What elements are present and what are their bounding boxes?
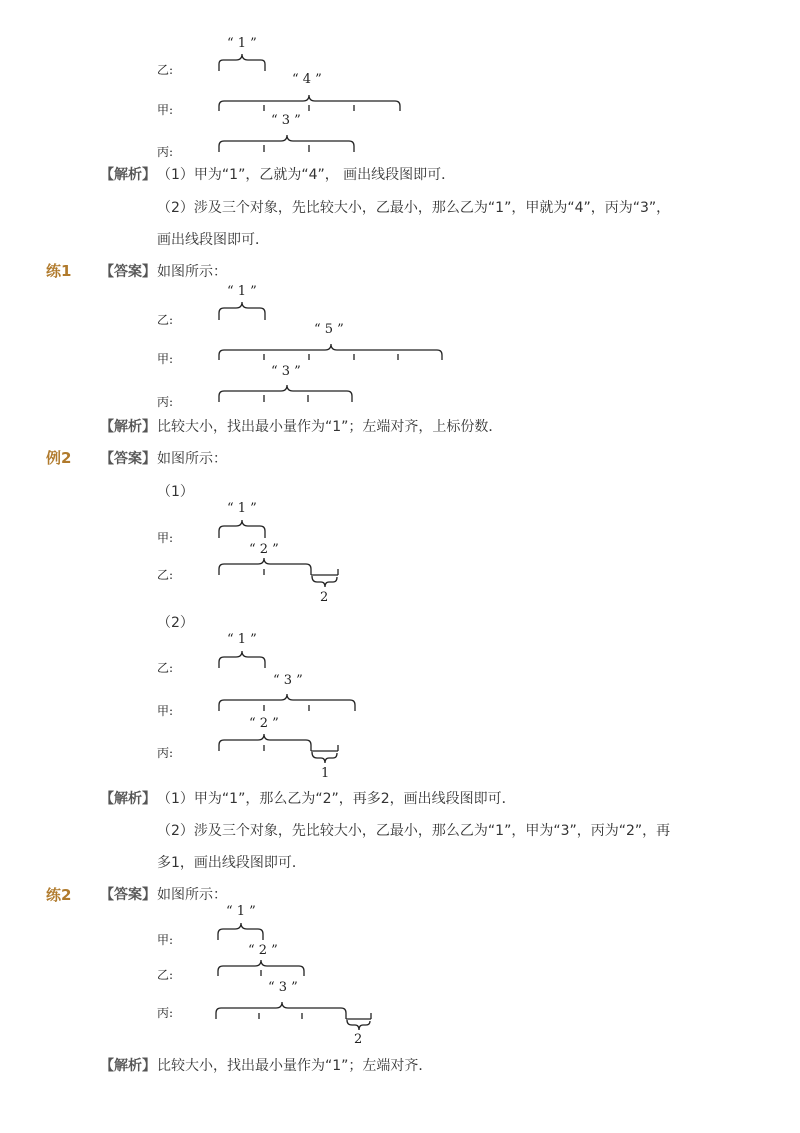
- analysis-line: （1）甲为“1”，乙就为“4”， 画出线段图即可．: [157, 167, 456, 183]
- brace-label-jia: “ 1 ”: [227, 501, 257, 516]
- side-label-lian1: 练1: [46, 262, 72, 280]
- row-label-bing: 丙:: [157, 746, 174, 760]
- segment-jia: [218, 923, 263, 940]
- answer-text: 如图所示：: [157, 451, 227, 467]
- brace-label-bing: “ 3 ”: [271, 113, 301, 128]
- brace-label-yi: “ 2 ”: [248, 943, 278, 958]
- analysis-line: （2）涉及三个对象，先比较大小，乙最小，那么乙为“1”，甲就为“4”，丙为“3”，: [157, 200, 671, 216]
- row-label-yi: 乙:: [157, 661, 174, 675]
- brace-label-yi: “ 1 ”: [227, 284, 257, 299]
- analysis-line: 多1，画出线段图即可．: [157, 855, 306, 871]
- brace-label-yi: “ 1 ”: [227, 632, 257, 647]
- analysis-line: （2）涉及三个对象，先比较大小，乙最小，那么乙为“1”，甲为“3”，丙为“2”，再: [157, 823, 671, 839]
- side-label-lian2: 练2: [46, 886, 72, 904]
- analysis-tag: 【解析】: [100, 419, 156, 435]
- extra-label: 2: [320, 590, 329, 605]
- analysis-tag: 【解析】: [100, 167, 156, 183]
- analysis-line: （1）甲为“1”，那么乙为“2”，再多2，画出线段图即可．: [157, 791, 516, 807]
- row-label-jia: 甲:: [157, 103, 174, 117]
- extra-label: 2: [354, 1032, 363, 1047]
- row-label-yi: 乙:: [157, 313, 174, 327]
- answer-tag: 【答案】: [100, 264, 156, 280]
- answer-text: 如图所示：: [157, 887, 227, 903]
- brace-label-yi: “ 1 ”: [227, 36, 257, 51]
- row-label-jia: 甲:: [157, 352, 174, 366]
- answer-text: 如图所示：: [157, 264, 227, 280]
- analysis-text: 比较大小，找出最小量作为“1”；左端对齐．: [157, 1058, 433, 1074]
- row-label-bing: 丙:: [157, 1006, 174, 1020]
- brace-label-jia: “ 5 ”: [314, 322, 344, 337]
- extra-label: 1: [321, 766, 330, 781]
- row-label-yi: 乙:: [157, 568, 174, 582]
- brace-label-jia: “ 3 ”: [273, 673, 303, 688]
- row-label-yi: 乙:: [157, 63, 174, 77]
- brace-label-jia: “ 1 ”: [226, 904, 256, 919]
- brace-label-bing: “ 3 ”: [271, 364, 301, 379]
- row-label-jia: 甲:: [157, 933, 174, 947]
- analysis-text: 比较大小，找出最小量作为“1”；左端对齐，上标份数．: [157, 419, 503, 435]
- side-label-li2: 例2: [46, 449, 72, 467]
- brace-label-yi: “ 2 ”: [249, 542, 279, 557]
- segment-bing: [216, 1002, 346, 1019]
- part-title: （2）: [157, 615, 194, 631]
- row-label-yi: 乙:: [157, 968, 174, 982]
- brace-label-jia: “ 4 ”: [292, 72, 322, 87]
- part-title: （1）: [157, 484, 194, 500]
- row-label-jia: 甲:: [157, 531, 174, 545]
- analysis-tag: 【解析】: [100, 1058, 156, 1074]
- row-label-bing: 丙:: [157, 395, 174, 409]
- answer-tag: 【答案】: [100, 451, 156, 467]
- answer-tag: 【答案】: [100, 887, 156, 903]
- row-label-bing: 丙:: [157, 145, 174, 159]
- brace-label-bing: “ 2 ”: [249, 716, 279, 731]
- row-label-jia: 甲:: [157, 704, 174, 718]
- analysis-line: 画出线段图即可．: [157, 232, 269, 248]
- analysis-tag: 【解析】: [100, 791, 156, 807]
- extra-brace: [347, 1020, 370, 1030]
- brace-label-bing: “ 3 ”: [268, 980, 298, 995]
